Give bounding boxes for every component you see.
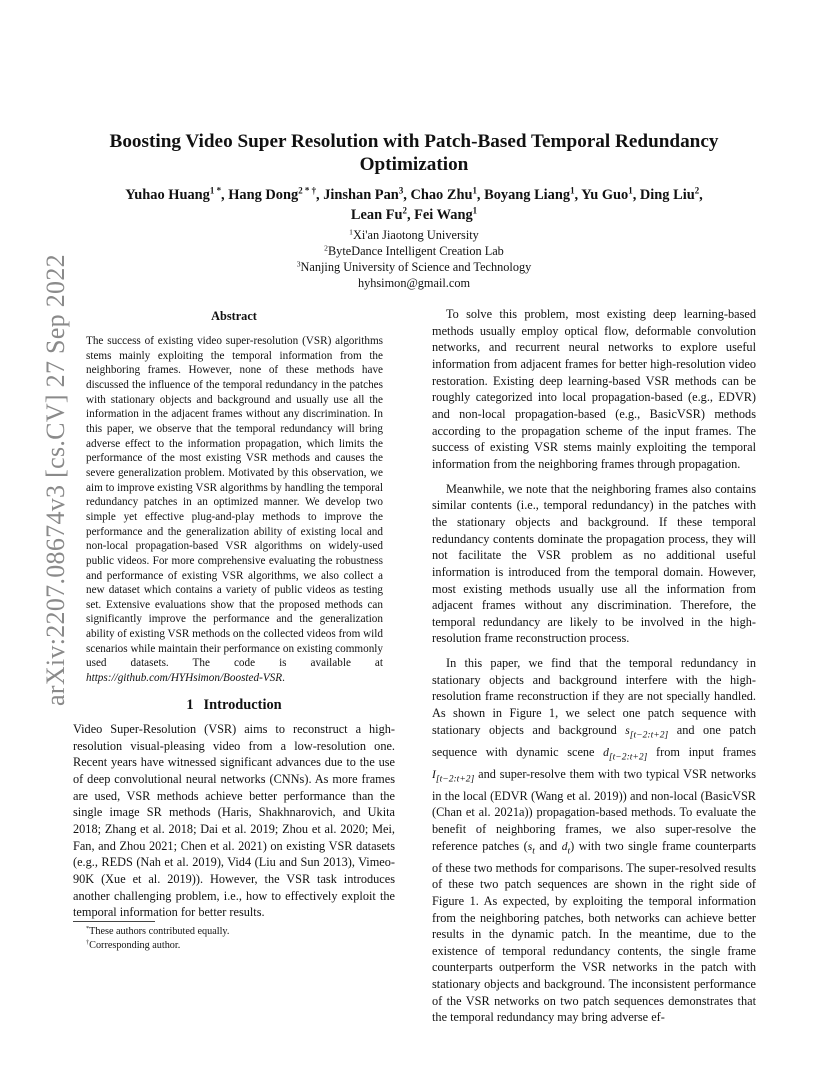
author-sup: 1 xyxy=(472,185,477,196)
math-symbol: $I_{[t-2:t+2]}$ xyxy=(432,768,475,784)
section-heading xyxy=(73,697,395,714)
author-sup: 3 xyxy=(398,185,404,196)
code-link[interactable]: https://github.com/HYHsimon/Boosted-VSR xyxy=(86,672,283,685)
affiliation: $^1$Xi'an Jiaotong University xyxy=(349,227,479,242)
body-paragraph: In this paper, we find that the temporal redundancy in stationary objects and background interfere with the high-resolution frame reconstruction if they are not specially handled. As shown in Figure 1, we select one patch sequence with stationary objects and background $s_{[t-2:t+2]}$ and one patch sequence with dynamic scene $d_{[t-2:t+2]}$ from input frames $I_{[t-2:t+2]}$ and super-resolve them with two typical VSR networks in the local (EDVR (Wang et al. 2019)) and non-local (BasicVSR (Chan et al. 2021a)) propagation-based methods. To evaluate the benefit of neighboring frames, we also super-resolve the reference patches ($s_t$ and $d_t$) with two single frame counterparts of these two methods for comparisons. The super-resolved results of these two patch sequences are shown in the right side of Figure 1. As expected, by exploiting the temporal information from the neighboring patches, both networks can achieve better results in the dynamic patch. In the meantime, due to the existence of temporal redundancy contents, the single frame counterparts outperform the VSR networks in the patch with stationary objects and background. The inconsistent performance of the VSR networks on two patch sequences demonstrates that the temporal redundancy may bring adverse ef- xyxy=(432,656,756,1025)
author-name: , Ding Liu xyxy=(632,187,695,203)
footnote: *These authors contributed equally. xyxy=(86,925,230,937)
author-name: , Chao Zhu xyxy=(403,187,473,203)
author-name: Lean Fu xyxy=(350,207,403,223)
body-paragraph: To solve this problem, most existing deep learning-based methods usually employ optical flow, deformable convolution networks, and recurrent neural networks to explore useful information from adjacent frames for better high-resolution video restoration. Existing deep learning-based VSR methods can be roughly categorized into local propagation-based (e.g., EDVR) and non-local propagation-based (e.g., BasicVSR) methods according to the propagation scheme of the input frames. The success of existing VSR stems mainly exploiting the temporal information from the neighboring frames through propagation. xyxy=(432,307,756,471)
author-email: hyhsimon@gmail.com xyxy=(357,276,471,290)
author-sup: 1 xyxy=(570,185,575,196)
author-name: Yuhao Huang xyxy=(125,187,210,203)
author-sup: 2 * † xyxy=(298,185,317,196)
introduction-paragraph: Video Super-Resolution (VSR) aims to reconstruct a high-resolution visual-pleasing video from a low-resolution one. Recent years have witnessed significant advances due to the use of deep convolutional neural networks (CNNs). As more frames are used, VSR methods achieve better performance than the single image SR methods (Haris, Shakhnarovich, and Ukita 2018; Zhang et al. 2018; Dai et al. 2019; Zhou et al. 2020; Mei, Fan, and Zhou 2021; Chen et al. 2021) on existing VSR datasets (e.g., REDS (Nah et al. 2019), Vid4 (Liu and Sun 2013), Vimeo-90K (Xue et al. 2019)). However, the VSR task introduces another challenging problem, i.e., how to effectively exploit the temporal information for better results. xyxy=(73,722,395,920)
affiliation: $^2$ByteDance Intelligent Creation Lab xyxy=(324,243,504,258)
author-name: , Hang Dong xyxy=(221,187,299,203)
author-name: , Jinshan Pan xyxy=(316,187,399,203)
right-column xyxy=(432,306,756,1034)
arxiv-stamp: arXiv:2207.08674v3 [cs.CV] 27 Sep 2022 xyxy=(41,254,70,706)
math-symbol: $d_{[t-2:t+2]}$ xyxy=(603,746,648,762)
author-sup: 2 xyxy=(402,205,407,216)
footnotes xyxy=(86,925,386,953)
footnote-rule xyxy=(73,921,155,922)
math-symbol: $d_t$ xyxy=(561,840,571,856)
author-name: , Fei Wang xyxy=(406,207,473,223)
footnote: †Corresponding author. xyxy=(86,939,181,951)
section-number: 1 xyxy=(186,697,194,713)
author-name: , Yu Guo xyxy=(574,187,629,203)
math-symbol: $s_t$ xyxy=(527,840,535,856)
abstract-heading: Abstract xyxy=(211,309,257,323)
paper-title: Boosting Video Super Resolution with Patch-Based Temporal Redundancy Optimization xyxy=(109,131,719,175)
author-sup: 1 xyxy=(472,205,478,216)
author-sup: 2 xyxy=(694,185,700,196)
math-symbol: $s_{[t-2:t+2]}$ xyxy=(625,724,669,741)
affiliations xyxy=(164,227,664,291)
author-separator: , xyxy=(699,187,703,203)
section-title: Introduction xyxy=(203,697,282,713)
author-sup: 1 xyxy=(628,185,633,196)
author-list xyxy=(70,185,758,225)
body-paragraph: Meanwhile, we note that the neighboring frames also contains similar contents (i.e., temporal redundancy) in the patches with the stationary objects and background. If these temporal redundancy contents dominate the propagation process, they will not facilitate the VSR problem as no additional useful information is introduced from the temporal domain. However, most existing methods usually use all the information from adjacent frames without any discrimination. Therefore, the temporal redundancy are likely to be involved in the high-resolution frame reconstruction process. xyxy=(432,481,756,646)
affiliation: $^3$Nanjing University of Science and Technology xyxy=(296,259,532,274)
author-sup: 1 * xyxy=(209,185,222,196)
abstract-body: The success of existing video super-resolution (VSR) algorithms stems mainly exploiting the temporal information from the neighboring frames. However, none of these methods have discussed the influence of the temporal redundancy in the patches with stationary objects and background and usually use all the information in the adjacent frames without any discrimination. In this paper, we observe that the temporal redundancy will bring adverse effect to the information propagation, which limits the performance of the most existing VSR methods and causes the severe generalization problem. Motivated by this observation, we aim to improve existing VSR algorithms by handling the temporal redundancy patches in an optimized manner. We develop two simple yet effective plug-and-play methods to improve the performance and the generalization ability of existing local and non-local propagation-based VSR algorithms on widely-used public videos. For more comprehensive evaluating the robustness and performance of existing VSR algorithms, we also collect a new dataset which contains a variety of public videos as testing set. Extensive evaluations show that the proposed methods can significantly improve the performance and the generalization ability of existing VSR methods on the collected videos from wild scenarios while maintain their performance on existing commonly used datasets. The code is available at https://github.com/HYHsimon/Boosted-VSR. xyxy=(86,335,383,685)
abstract-text: The success of existing video super-resolution (VSR) algorithms stems mainly exploiting the temporal information from the neighboring frames. However, none of these methods have discussed the influence of the temporal redundancy in the patches with stationary objects and background and usually use all the information in the adjacent frames without any discrimination. In this paper, we observe that the temporal redundancy will bring adverse effect to the information propagation, which limits the performance of the most existing VSR methods and causes the severe generalization problem. Motivated by this observation, we aim to improve existing VSR algorithms by handling the temporal redundancy patches in an optimized manner. We develop two simple yet effective plug-and-play methods to improve the performance and the generalization ability of existing local and non-local propagation-based VSR algorithms on widely-used public videos. For more comprehensive evaluating the robustness and performance of existing VSR algorithms, we also collect a new dataset which contains a variety of public videos as testing set. Extensive evaluations show that the proposed methods can significantly improve the performance and the generalization ability of existing VSR methods on the collected videos from wild scenarios while maintain their performance on existing commonly used datasets. The code is available at xyxy=(86,335,383,670)
author-name: , Boyang Liang xyxy=(476,187,571,203)
